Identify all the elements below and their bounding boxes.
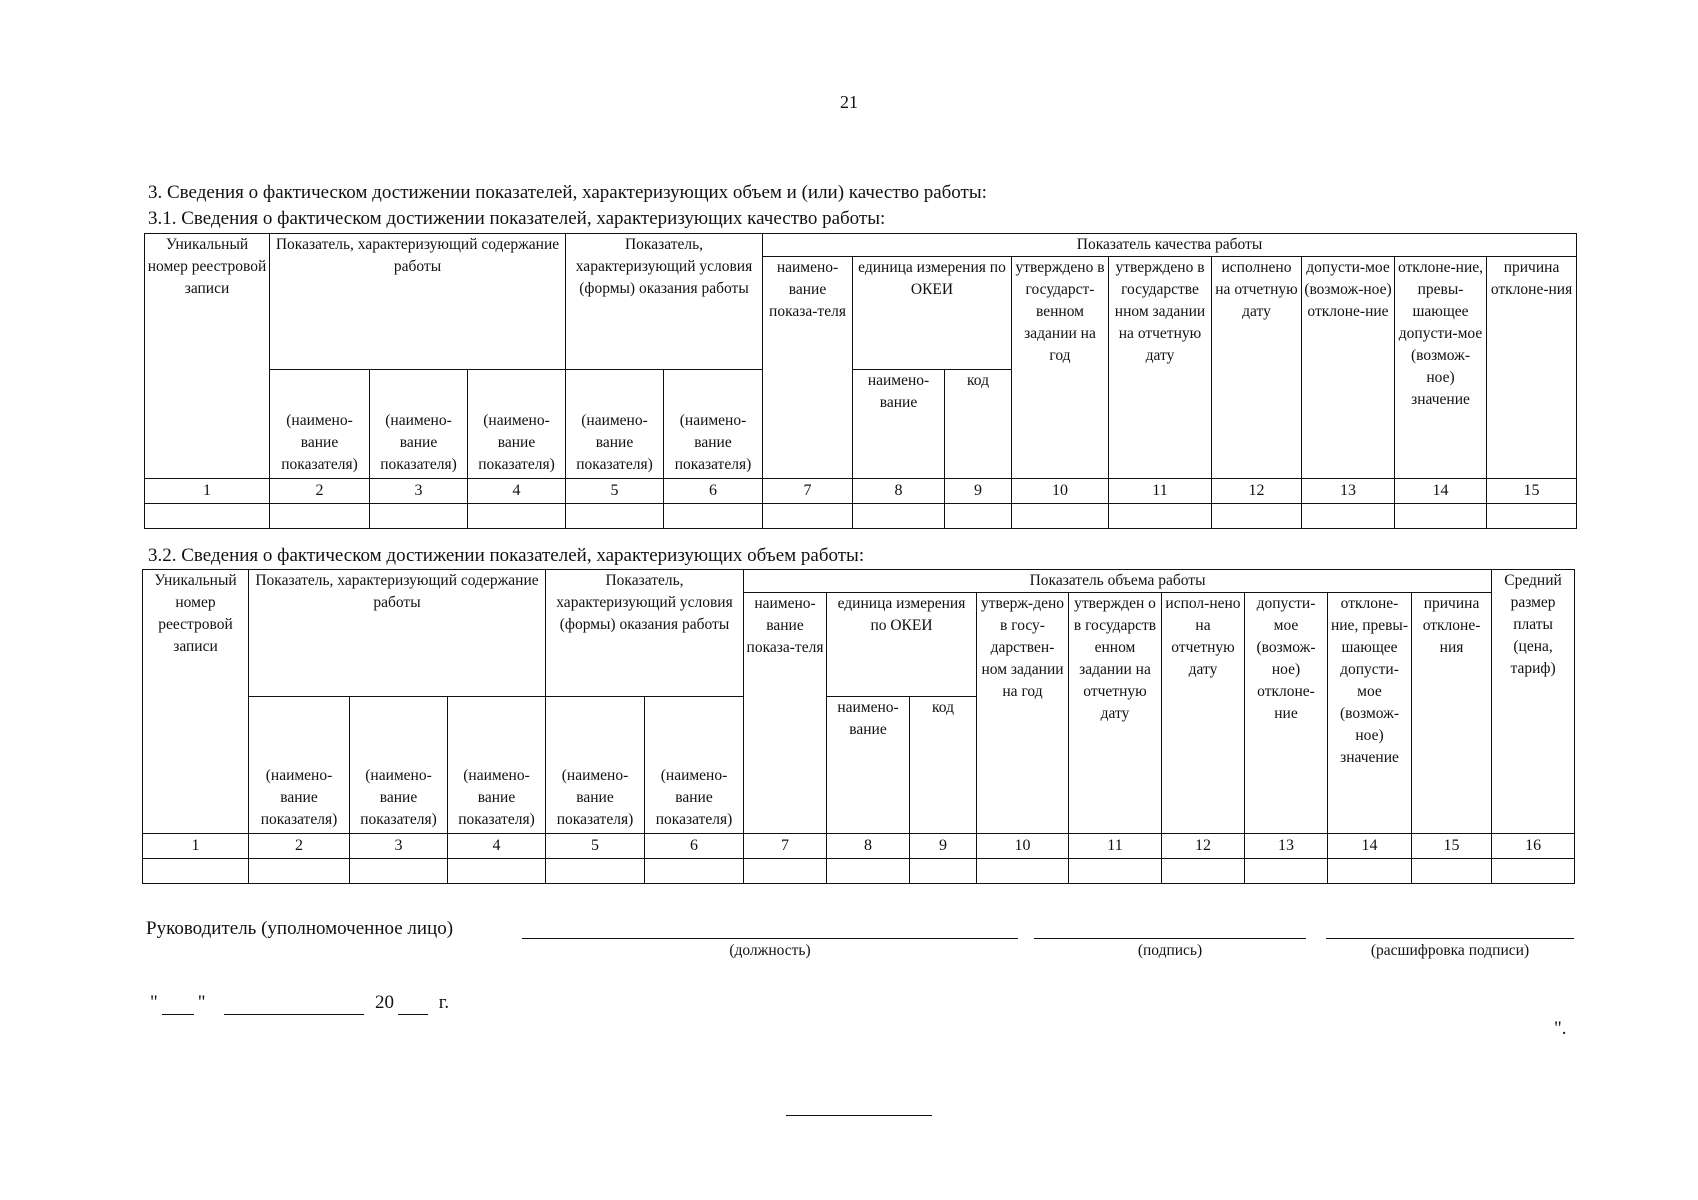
t2-cell[interactable] — [448, 859, 546, 884]
volume-table — [142, 569, 1575, 884]
t1-allowed-header: допусти-мое (возмож-ное) отклоне-ние — [1302, 257, 1395, 479]
t1-done-header: исполнено на отчетную дату — [1212, 257, 1302, 479]
section-3-2-title: 3.2. Сведения о фактическом достижении показателей, характеризующих объем работы: — [148, 545, 865, 566]
t2-col-num: 16 — [1492, 834, 1575, 859]
t1-reason-header: причина отклоне-ния — [1487, 257, 1577, 479]
t1-unit-header: единица измерения по ОКЕИ — [853, 257, 1012, 370]
t1-cell[interactable] — [270, 504, 370, 529]
t1-cell[interactable] — [1109, 504, 1212, 529]
t2-unit-code-header: код — [910, 697, 977, 834]
sign-line[interactable] — [1034, 938, 1306, 939]
t1-unique-header: Уникальный номер реестровой записи — [145, 234, 270, 479]
quality-table — [144, 233, 1577, 529]
t2-unique-header: Уникальный номер реестровой записи — [143, 570, 249, 834]
position-caption: (должность) — [729, 942, 811, 959]
t1-col-num: 7 — [763, 479, 853, 504]
day-blank[interactable] — [162, 992, 194, 1015]
t2-conditions-header: Показатель, характеризующий условия (формы) оказания работы — [546, 570, 744, 697]
t1-col-num: 15 — [1487, 479, 1577, 504]
sign-caption: (подпись) — [1137, 942, 1203, 959]
page-number: 21 — [840, 92, 858, 112]
t2-col-num: 6 — [645, 834, 744, 859]
t1-exceed-header: отклоне-ние, превы-шающее допусти-мое (возмож-ное) значение — [1395, 257, 1487, 479]
decode-caption: (расшифровка подписи) — [1370, 942, 1530, 959]
t1-sub2: (наимено-вание показателя) — [370, 370, 468, 479]
t1-sub5: (наимено-вание показателя) — [664, 370, 763, 479]
date-quote-open: " — [150, 992, 158, 1013]
t1-cell[interactable] — [945, 504, 1012, 529]
t2-col-num: 12 — [1162, 834, 1245, 859]
t2-col-num: 1 — [143, 834, 249, 859]
t2-col-num: 8 — [827, 834, 910, 859]
t2-sub3: (наимено-вание показателя) — [448, 697, 546, 834]
t1-cell[interactable] — [763, 504, 853, 529]
t2-cell[interactable] — [827, 859, 910, 884]
t1-cell[interactable] — [1395, 504, 1487, 529]
t2-cell[interactable] — [977, 859, 1069, 884]
t2-cell[interactable] — [1069, 859, 1162, 884]
t2-name-header: наимено-вание показа-теля — [744, 593, 827, 834]
t1-sub1: (наимено-вание показателя) — [270, 370, 370, 479]
footer-rule — [786, 1115, 932, 1116]
t1-conditions-header: Показатель, характеризующий условия (формы) оказания работы — [566, 234, 763, 370]
t1-col-num: 5 — [566, 479, 664, 504]
year-suffix: г. — [438, 992, 450, 1013]
t2-column-numbers — [143, 834, 1575, 859]
t2-sub2: (наимено-вание показателя) — [350, 697, 448, 834]
date-line — [150, 992, 449, 1015]
t2-sub1: (наимено-вание показателя) — [249, 697, 350, 834]
date-quote-close: " — [197, 992, 206, 1013]
t1-content-header: Показатель, характеризующий содержание работы — [270, 234, 566, 370]
t2-cell[interactable] — [546, 859, 645, 884]
t2-col-num: 3 — [350, 834, 448, 859]
t1-col-num: 3 — [370, 479, 468, 504]
t2-col-num: 14 — [1328, 834, 1412, 859]
t2-allowed-header: допусти-мое (возмож-ное) отклоне-ние — [1245, 593, 1328, 834]
t1-cell[interactable] — [853, 504, 945, 529]
t1-col-num: 6 — [664, 479, 763, 504]
t1-col-num: 9 — [945, 479, 1012, 504]
t2-col-num: 5 — [546, 834, 645, 859]
t1-quality-group-header: Показатель качества работы — [763, 234, 1577, 257]
t1-cell[interactable] — [468, 504, 566, 529]
t2-done-header: испол-нено на отчетную дату — [1162, 593, 1245, 834]
year-blank[interactable] — [398, 992, 428, 1015]
t2-volume-group-header: Показатель объема работы — [744, 570, 1492, 593]
closing-quote: ". — [1554, 1018, 1567, 1039]
t2-content-header: Показатель, характеризующий содержание работы — [249, 570, 546, 697]
position-line[interactable] — [522, 938, 1018, 939]
t1-cell[interactable] — [664, 504, 763, 529]
t2-cell[interactable] — [910, 859, 977, 884]
t1-column-numbers — [145, 479, 1577, 504]
t1-name-header: наимено-вание показа-теля — [763, 257, 853, 479]
t1-cell[interactable] — [1012, 504, 1109, 529]
t1-approved-year-header: утверждено в государст-венном задании на год — [1012, 257, 1109, 479]
t2-avg-header: Средний размер платы (цена, тариф) — [1492, 570, 1575, 834]
t2-col-num: 10 — [977, 834, 1069, 859]
t1-empty-row — [145, 504, 1577, 529]
t1-col-num: 13 — [1302, 479, 1395, 504]
t2-sub5: (наимено-вание показателя) — [645, 697, 744, 834]
t2-col-num: 9 — [910, 834, 977, 859]
t2-cell[interactable] — [143, 859, 249, 884]
t1-col-num: 10 — [1012, 479, 1109, 504]
t1-cell[interactable] — [566, 504, 664, 529]
t1-col-num: 8 — [853, 479, 945, 504]
section-3-1-title: 3.1. Сведения о фактическом достижении показателей, характеризующих качество работы: — [148, 208, 886, 229]
t2-col-num: 2 — [249, 834, 350, 859]
t2-sub4: (наимено-вание показателя) — [546, 697, 645, 834]
t2-approved-date-header: утвержден о в государств енном задании на отчетную дату — [1069, 593, 1162, 834]
t1-sub4: (наимено-вание показателя) — [566, 370, 664, 479]
t1-col-num: 11 — [1109, 479, 1212, 504]
t2-cell[interactable] — [645, 859, 744, 884]
signature-label: Руководитель (уполномоченное лицо) — [146, 918, 454, 939]
t2-empty-row — [143, 859, 1575, 884]
section-3-title: 3. Сведения о фактическом достижении показателей, характеризующих объем и (или) качество работы: — [148, 182, 987, 203]
t2-cell[interactable] — [1162, 859, 1245, 884]
t1-unit-code-header: код — [945, 370, 1012, 479]
t2-cell[interactable] — [350, 859, 448, 884]
t2-cell[interactable] — [249, 859, 350, 884]
t2-exceed-header: отклоне-ние, превы-шающее допусти-мое (возмож-ное) значение — [1328, 593, 1412, 834]
t2-cell[interactable] — [1492, 859, 1575, 884]
t1-approved-date-header: утверждено в государстве нном задании на отчетную дату — [1109, 257, 1212, 479]
t1-cell[interactable] — [145, 504, 270, 529]
t1-cell[interactable] — [370, 504, 468, 529]
t1-cell[interactable] — [1212, 504, 1302, 529]
t1-col-num: 2 — [270, 479, 370, 504]
t2-cell[interactable] — [1412, 859, 1492, 884]
t1-cell[interactable] — [1487, 504, 1577, 529]
t2-reason-header: причина отклоне-ния — [1412, 593, 1492, 834]
t1-col-num: 12 — [1212, 479, 1302, 504]
t2-approved-year-header: утверж-дено в госу-дарствен-ном задании на год — [977, 593, 1069, 834]
t2-col-num: 11 — [1069, 834, 1162, 859]
t2-cell[interactable] — [1328, 859, 1412, 884]
t1-col-num: 1 — [145, 479, 270, 504]
t1-col-num: 14 — [1395, 479, 1487, 504]
t1-sub3: (наимено-вание показателя) — [468, 370, 566, 479]
t2-unit-name-header: наимено-вание — [827, 697, 910, 834]
month-blank[interactable] — [224, 992, 364, 1015]
year-prefix: 20 — [375, 992, 395, 1013]
decode-line[interactable] — [1326, 938, 1574, 939]
t1-unit-name-header: наимено-вание — [853, 370, 945, 479]
t1-col-num: 4 — [468, 479, 566, 504]
t2-col-num: 4 — [448, 834, 546, 859]
t2-unit-header: единица измерения по ОКЕИ — [827, 593, 977, 697]
t2-col-num: 7 — [744, 834, 827, 859]
t2-cell[interactable] — [744, 859, 827, 884]
t2-col-num: 13 — [1245, 834, 1328, 859]
t1-cell[interactable] — [1302, 504, 1395, 529]
t2-col-num: 15 — [1412, 834, 1492, 859]
t2-cell[interactable] — [1245, 859, 1328, 884]
